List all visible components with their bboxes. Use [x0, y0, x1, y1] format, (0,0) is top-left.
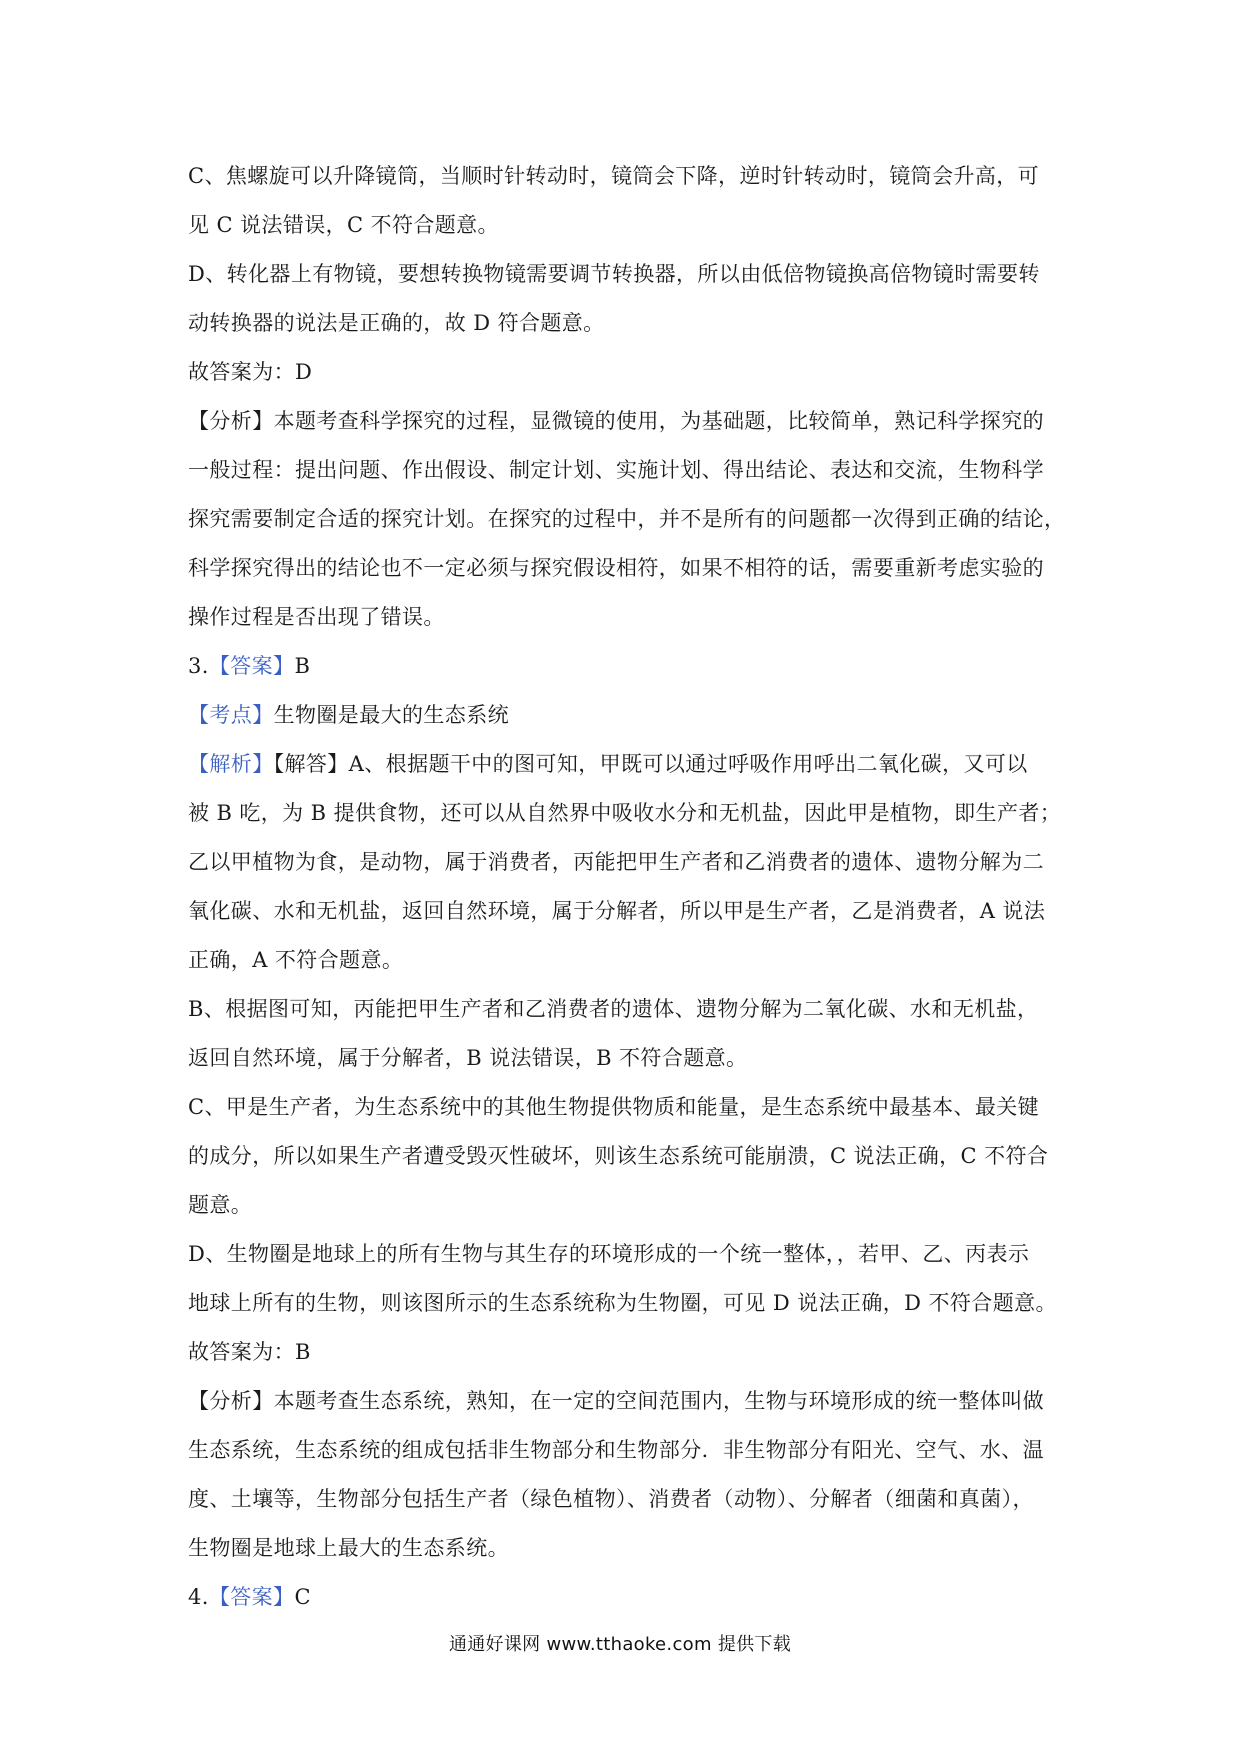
- text-line: 乙以甲植物为食，是动物，属于消费者，丙能把甲生产者和乙消费者的遗体、遗物分解为二: [188, 850, 1044, 874]
- answer-line: 故答案为：B: [188, 1340, 311, 1364]
- answer-line: 故答案为：D: [188, 360, 313, 384]
- text-line: 一般过程：提出问题、作出假设、制定计划、实施计划、得出结论、表达和交流，生物科学: [188, 458, 1044, 482]
- question-3-explanation: 【解析】【解答】A、根据题干中的图可知，甲既可以通过呼吸作用呼出二氧化碳，又可以: [188, 752, 1028, 776]
- analysis-line: 【分析】本题考查科学探究的过程，显微镜的使用，为基础题，比较简单，熟记科学探究的: [188, 409, 1044, 433]
- answer-tag: 【答案】: [208, 654, 295, 678]
- answer-tag: 【答案】: [208, 1585, 295, 1609]
- answer-value: C: [294, 1585, 311, 1609]
- topic-tag: 【考点】: [188, 703, 274, 727]
- text-line: 生物圈是地球上最大的生态系统。: [188, 1536, 509, 1560]
- question-4-answer: [188, 1573, 1058, 1622]
- text-line: D、生物圈是地球上的所有生物与其生存的环境形成的一个统一整体，，若甲、乙、丙表示: [188, 1242, 1030, 1266]
- text-line: C、焦螺旋可以升降镜筒，当顺时针转动时，镜筒会下降，逆时针转动时，镜筒会升高，可: [188, 164, 1040, 188]
- text-line: 正确，A 不符合题意。: [188, 948, 404, 972]
- question-3-answer: [188, 642, 1058, 691]
- text-line: 度、土壤等，生物部分包括生产者（绿色植物）、消费者（动物）、分解者（细菌和真菌），: [188, 1487, 1034, 1511]
- analysis-line: 【分析】本题考查生态系统，熟知，在一定的空间范围内，生物与环境形成的统一整体叫做: [188, 1389, 1044, 1413]
- text-line: 题意。: [188, 1193, 253, 1217]
- text-line: 的成分，所以如果生产者遭受毁灭性破坏，则该生态系统可能崩溃，C 说法正确，C 不符合: [188, 1144, 1049, 1168]
- text-line: 动转换器的说法是正确的，故 D 符合题意。: [188, 311, 605, 335]
- question-number: 4.: [188, 1585, 209, 1609]
- text-line: 被 B 吃，为 B 提供食物，还可以从自然界中吸收水分和无机盐，因此甲是植物，即生产者；: [188, 801, 1062, 825]
- text-line: 操作过程是否出现了错误。: [188, 605, 445, 629]
- text-line: B、根据图可知，丙能把甲生产者和乙消费者的遗体、遗物分解为二氧化碳、水和无机盐，: [188, 997, 1039, 1021]
- text-line: 生态系统，生态系统的组成包括非生物部分和生物部分．非生物部分有阳光、空气、水、温: [188, 1438, 1044, 1462]
- text-line: 地球上所有的生物，则该图所示的生态系统称为生物圈，可见 D 说法正确，D 不符合题意。: [188, 1291, 1057, 1315]
- text-line: 探究需要制定合适的探究计划。在探究的过程中，并不是所有的问题都一次得到正确的结论，: [188, 507, 1066, 531]
- text-line: C、甲是生产者，为生态系统中的其他生物提供物质和能量，是生态系统中最基本、最关键: [188, 1095, 1040, 1119]
- text-line: D、转化器上有物镜，要想转换物镜需要调节转换器，所以由低倍物镜换高倍物镜时需要转: [188, 262, 1040, 286]
- explanation-tag: 【解析】: [188, 752, 274, 776]
- text-line: 返回自然环境，属于分解者，B 说法错误，B 不符合题意。: [188, 1046, 748, 1070]
- question-3-topic: 【考点】生物圈是最大的生态系统: [188, 703, 510, 727]
- document-body: [188, 152, 1066, 1622]
- question-number: 3.: [188, 654, 209, 678]
- page-footer: 通通好课网 www.tthaoke.com 提供下载: [448, 1634, 792, 1655]
- text-line: 科学探究得出的结论也不一定必须与探究假设相符，如果不相符的话，需要重新考虑实验的: [188, 556, 1044, 580]
- text-line: 见 C 说法错误，C 不符合题意。: [188, 213, 499, 237]
- answer-value: B: [294, 654, 311, 678]
- text-line: 氧化碳、水和无机盐，返回自然环境，属于分解者，所以甲是生产者，乙是消费者，A 说法: [188, 899, 1046, 923]
